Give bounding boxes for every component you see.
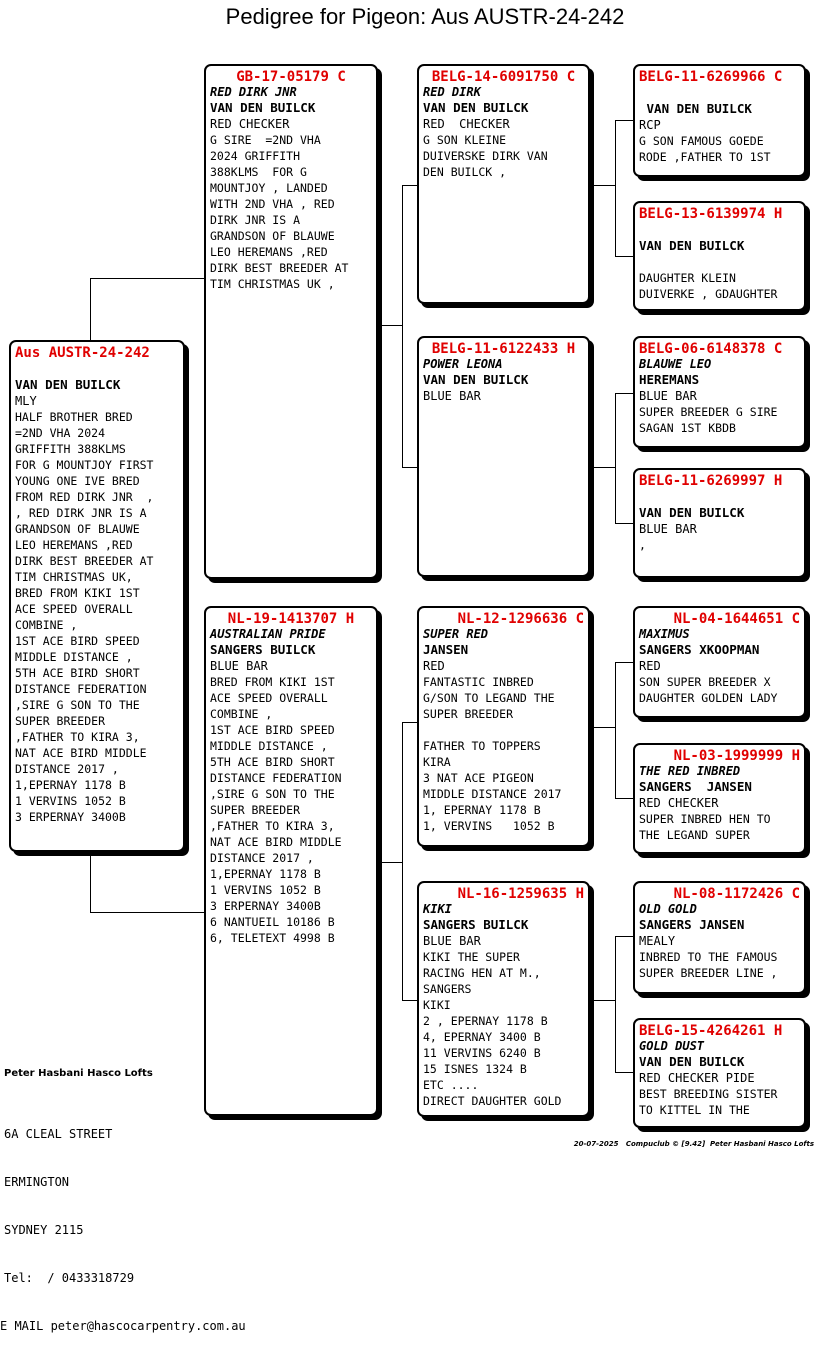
connector (615, 936, 616, 1072)
notes: FANTASTIC INBRED G/SON TO LEGAND THE SUPER BREEDER FATHER TO TOPPERS KIRA 3 NAT ACE PIGEON MIDDLE DISTANCE 2017 1, EPERNAY 1178 B 1, VERVINS 1052 B (423, 675, 562, 833)
color: MLY (15, 394, 37, 408)
pigeon-name: BLAUWE LEO (639, 357, 712, 371)
notes: BRED FROM KIKI 1ST ACE SPEED OVERALL COMBINE , 1ST ACE BIRD SPEED MIDDLE DISTANCE , 5TH ACE BIRD SHORT DISTANCE FEDERATION ,SIRE G SON TO THE SUPER BREEDER ,FATHER TO KIRA 3, NAT ACE BIRD MIDDLE DISTANCE 2017 , 1,EPERNAY 1178 B 1 VERVINS 1052 B 3 ERPERNAY 3400B 6 NANTUEIL 10186 B 6, TELETEXT 4998 B (210, 675, 342, 945)
owner-city: SYDNEY 2115 (4, 1223, 84, 1237)
connector (615, 120, 616, 256)
breeder: JANSEN (423, 642, 469, 657)
subject-card[interactable] (9, 340, 185, 852)
pigeon-name: OLD GOLD (639, 902, 697, 916)
ring-number: NL-12-1296636 C (457, 611, 584, 627)
dds-card[interactable] (633, 881, 806, 994)
ring-number: NL-16-1259635 H (457, 886, 584, 902)
owner-tel: Tel: / 0433318729 (4, 1271, 135, 1285)
breeder: SANGERS JANSEN (639, 917, 745, 932)
breeder: VAN DEN BUILCK (639, 238, 745, 253)
owner-info (0, 1034, 246, 1350)
sire-dam-card[interactable] (417, 336, 590, 577)
connector (402, 185, 403, 467)
notes: G SON FAMOUS GOEDE RODE ,FATHER TO 1ST (639, 134, 771, 164)
connector (590, 1000, 615, 1001)
notes: DAUGHTER KLEIN DUIVERKE , GDAUGHTER (639, 271, 778, 301)
connector (402, 185, 417, 186)
ssd-card[interactable] (633, 201, 806, 311)
ring-number: GB-17-05179 C (236, 69, 346, 85)
connector (402, 722, 403, 1000)
connector (402, 722, 417, 723)
sss-card[interactable] (633, 64, 806, 177)
connector (590, 467, 615, 468)
connector (615, 662, 616, 798)
dsd-card[interactable] (633, 743, 806, 854)
connector (615, 393, 633, 394)
connector (90, 852, 91, 912)
color: BLUE BAR (639, 522, 697, 536)
connector (378, 862, 402, 863)
connector (615, 523, 633, 524)
ring-number: NL-04-1644651 C (673, 611, 800, 627)
dam-dam-card[interactable] (417, 881, 590, 1117)
connector (90, 278, 91, 340)
connector (590, 185, 615, 186)
ring-number: NL-08-1172426 C (673, 886, 800, 902)
connector (402, 467, 417, 468)
color: BLUE BAR (423, 389, 481, 403)
color: BLUE BAR (423, 934, 481, 948)
ring-number: BELG-14-6091750 C (431, 69, 576, 85)
color: RED (423, 659, 445, 673)
color: RED CHECKER (639, 796, 719, 810)
connector (90, 912, 204, 913)
ring-number: NL-03-1999999 H (673, 748, 800, 764)
owner-street: 6A CLEAL STREET (4, 1127, 113, 1141)
color: BLUE BAR (210, 659, 268, 673)
breeder: VAN DEN BUILCK (423, 100, 529, 115)
color: RCP (639, 118, 661, 132)
ddd-card[interactable] (633, 1018, 806, 1128)
footer-text: 20-07-2025 Compuclub © [9.42] Peter Hasbani Hasco Lofts (573, 1140, 814, 1148)
notes: SUPER INBRED HEN TO THE LEGAND SUPER (639, 812, 771, 842)
notes: SON SUPER BREEDER X DAUGHTER GOLDEN LADY (639, 675, 778, 705)
ring-number: BELG-11-6269997 H (639, 473, 783, 489)
breeder: SANGERS XKOOPMAN (639, 642, 760, 657)
sds-card[interactable] (633, 336, 806, 448)
breeder: VAN DEN BUILCK (210, 100, 316, 115)
notes: INBRED TO THE FAMOUS SUPER BREEDER LINE , (639, 950, 778, 980)
connector (615, 1072, 633, 1073)
notes: SUPER BREEDER G SIRE SAGAN 1ST KBDB (639, 405, 778, 435)
notes: HALF BROTHER BRED =2ND VHA 2024 GRIFFITH 388KLMS FOR G MOUNTJOY FIRST YOUNG ONE IVE BRED FROM RED DIRK JNR , , RED DIRK JNR IS A GRANDSON OF BLAUWE LEO HEREMANS ,RED DIRK BEST BREEDER AT TIM CHRISTMAS UK, BRED FROM KIKI 1ST ACE SPEED OVERALL COMBINE , 1ST ACE BIRD SPEED MIDDLE DISTANCE , 5TH ACE BIRD SHORT DISTANCE FEDERATION ,SIRE G SON TO THE SUPER BREEDER ,FATHER TO KIRA 3, NAT ACE BIRD MIDDLE DISTANCE 2017 , 1,EPERNAY 1178 B 1 VERVINS 1052 B 3 ERPERNAY 3400B (15, 410, 154, 824)
ring-number: BELG-13-6139974 H (639, 206, 783, 222)
connector (615, 798, 633, 799)
breeder: HEREMANS (639, 372, 700, 387)
pigeon-name: GOLD DUST (639, 1039, 705, 1053)
notes: , (639, 538, 646, 552)
color: BLUE BAR (639, 389, 697, 403)
breeder: SANGERS BUILCK (423, 917, 529, 932)
connector (615, 936, 633, 937)
pigeon-name: AUSTRALIAN PRIDE (210, 627, 326, 641)
connector (402, 1000, 417, 1001)
owner-email[interactable]: E MAIL peter@hascocarpentry.com.au (0, 1319, 246, 1333)
connector (615, 256, 633, 257)
color: RED (639, 659, 661, 673)
breeder: VAN DEN BUILCK (15, 377, 121, 392)
ring-number: Aus AUSTR-24-242 (15, 345, 150, 361)
page-title: Pedigree for Pigeon: Aus AUSTR-24-242 (225, 4, 625, 29)
breeder: VAN DEN BUILCK (639, 101, 752, 116)
ring-number: BELG-11-6122433 H (431, 341, 576, 357)
connector (90, 278, 204, 279)
color: RED CHECKER PIDE (639, 1071, 755, 1085)
breeder: VAN DEN BUILCK (639, 505, 745, 520)
notes: KIKI THE SUPER RACING HEN AT M., SANGERS KIKI 2 , EPERNAY 1178 B 4, EPERNAY 3400 B 11 VERVINS 6240 B 15 ISNES 1324 B ETC .... DIRECT DAUGHTER GOLD (423, 950, 562, 1108)
dss-card[interactable] (633, 606, 806, 718)
pigeon-name: MAXIMUS (639, 627, 690, 641)
color: MEALY (639, 934, 676, 948)
notes: BEST BREEDING SISTER TO KITTEL IN THE (639, 1087, 778, 1117)
notes: G SON KLEINE DUIVERSKE DIRK VAN DEN BUILCK , (423, 133, 548, 179)
color: RED CHECKER (423, 117, 510, 131)
connector (615, 393, 616, 523)
sire-sire-card[interactable] (417, 64, 590, 304)
owner-name: Peter Hasbani Hasco Lofts (4, 1068, 153, 1079)
breeder: VAN DEN BUILCK (423, 372, 529, 387)
sdd-card[interactable] (633, 468, 806, 578)
pigeon-name: POWER LEONA (423, 357, 503, 371)
sire-card[interactable] (204, 64, 378, 579)
pigeon-name: RED DIRK (423, 85, 481, 99)
ring-number: BELG-06-6148378 C (639, 341, 783, 357)
breeder: VAN DEN BUILCK (639, 1054, 745, 1069)
ring-number: NL-19-1413707 H (227, 611, 355, 627)
connector (615, 120, 633, 121)
pigeon-name: SUPER RED (423, 627, 489, 641)
color: RED CHECKER (210, 117, 290, 131)
pigeon-name: THE RED INBRED (639, 764, 741, 778)
connector (615, 662, 633, 663)
pigeon-name: KIKI (423, 902, 452, 916)
owner-suburb: ERMINGTON (4, 1175, 70, 1189)
connector (590, 727, 615, 728)
ring-number: BELG-11-6269966 C (639, 69, 783, 85)
ring-number: BELG-15-4264261 H (639, 1023, 783, 1039)
connector (378, 325, 402, 326)
breeder: SANGERS JANSEN (639, 779, 752, 794)
dam-sire-card[interactable] (417, 606, 590, 847)
pigeon-name: RED DIRK JNR (210, 85, 297, 99)
notes: G SIRE =2ND VHA 2024 GRIFFITH 388KLMS FOR G MOUNTJOY , LANDED WITH 2ND VHA , RED DIRK JNR IS A GRANDSON OF BLAUWE LEO HEREMANS ,RED DIRK BEST BREEDER AT TIM CHRISTMAS UK , (210, 133, 349, 291)
breeder: SANGERS BUILCK (210, 642, 316, 657)
